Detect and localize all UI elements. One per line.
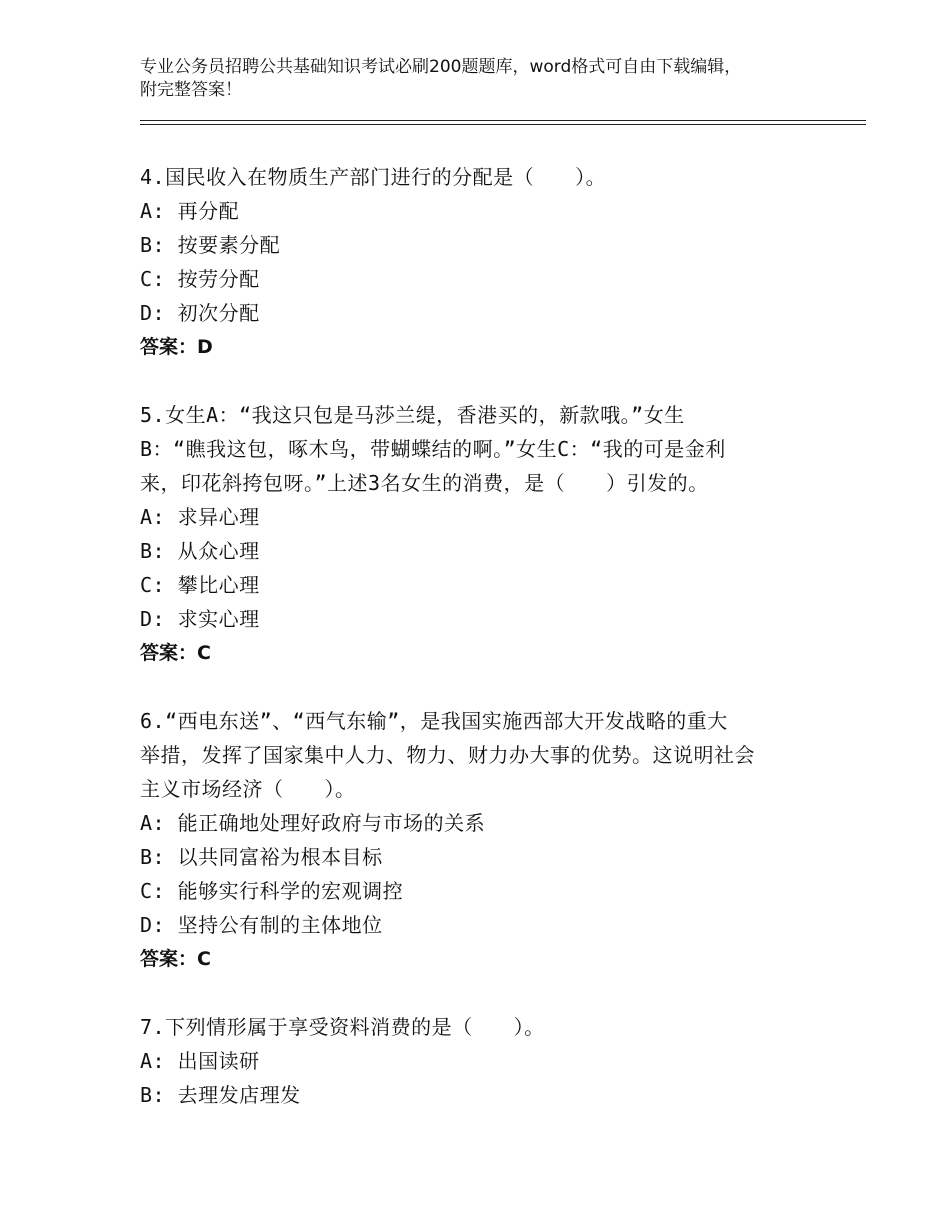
- option-a: A: 能正确地处理好政府与市场的关系: [140, 811, 486, 835]
- question-list: [140, 160, 830, 1146]
- question-stem-line: 主义市场经济（ ）。: [140, 777, 356, 801]
- option-a: A: 求异心理: [140, 505, 260, 529]
- header-divider-top: [140, 120, 866, 121]
- option-b: B: 从众心理: [140, 539, 260, 563]
- option-c: C: 能够实行科学的宏观调控: [140, 879, 404, 903]
- option-d: D: 初次分配: [140, 301, 260, 325]
- option-b: B: 按要素分配: [140, 233, 281, 257]
- question-stem-line: 6.“西电东送”、“西气东输”，是我国实施西部大开发战略的重大: [140, 709, 728, 733]
- question-6: [140, 704, 830, 976]
- answer: 答案：C: [140, 948, 211, 970]
- header-line-1: 专业公务员招聘公共基础知识考试必刷200题题库，word格式可自由下载编辑，: [140, 57, 742, 77]
- question-7: [140, 1010, 830, 1112]
- question-stem: 7.下列情形属于享受资料消费的是（ ）。: [140, 1015, 545, 1039]
- header-divider-bottom: [140, 124, 866, 125]
- header-line-2: 附完整答案！: [140, 80, 242, 100]
- question-4: [140, 160, 830, 364]
- option-d: D: 求实心理: [140, 607, 260, 631]
- question-5: [140, 398, 830, 670]
- question-stem-line: B：“瞧我这包，啄木鸟，带蝴蝶结的啊。”女生C：“我的可是金利: [140, 437, 726, 461]
- question-stem-line: 来，印花斜挎包呀。”上述3名女生的消费，是（ ）引发的。: [140, 471, 709, 495]
- answer: 答案：D: [140, 336, 213, 358]
- option-c: C: 按劳分配: [140, 267, 260, 291]
- option-b: B: 以共同富裕为根本目标: [140, 845, 383, 869]
- page-header: [140, 56, 830, 102]
- option-a: A: 出国读研: [140, 1049, 260, 1073]
- option-b: B: 去理发店理发: [140, 1083, 301, 1107]
- option-c: C: 攀比心理: [140, 573, 260, 597]
- option-d: D: 坚持公有制的主体地位: [140, 913, 383, 937]
- option-a: A: 再分配: [140, 199, 240, 223]
- question-stem-line: 举措，发挥了国家集中人力、物力、财力办大事的优势。这说明社会: [140, 743, 755, 767]
- answer: 答案：C: [140, 642, 211, 664]
- question-stem: 4.国民收入在物质生产部门进行的分配是（ ）。: [140, 165, 607, 189]
- question-stem-line: 5.女生A：“我这只包是马莎兰缇，香港买的，新款哦。”女生: [140, 403, 685, 427]
